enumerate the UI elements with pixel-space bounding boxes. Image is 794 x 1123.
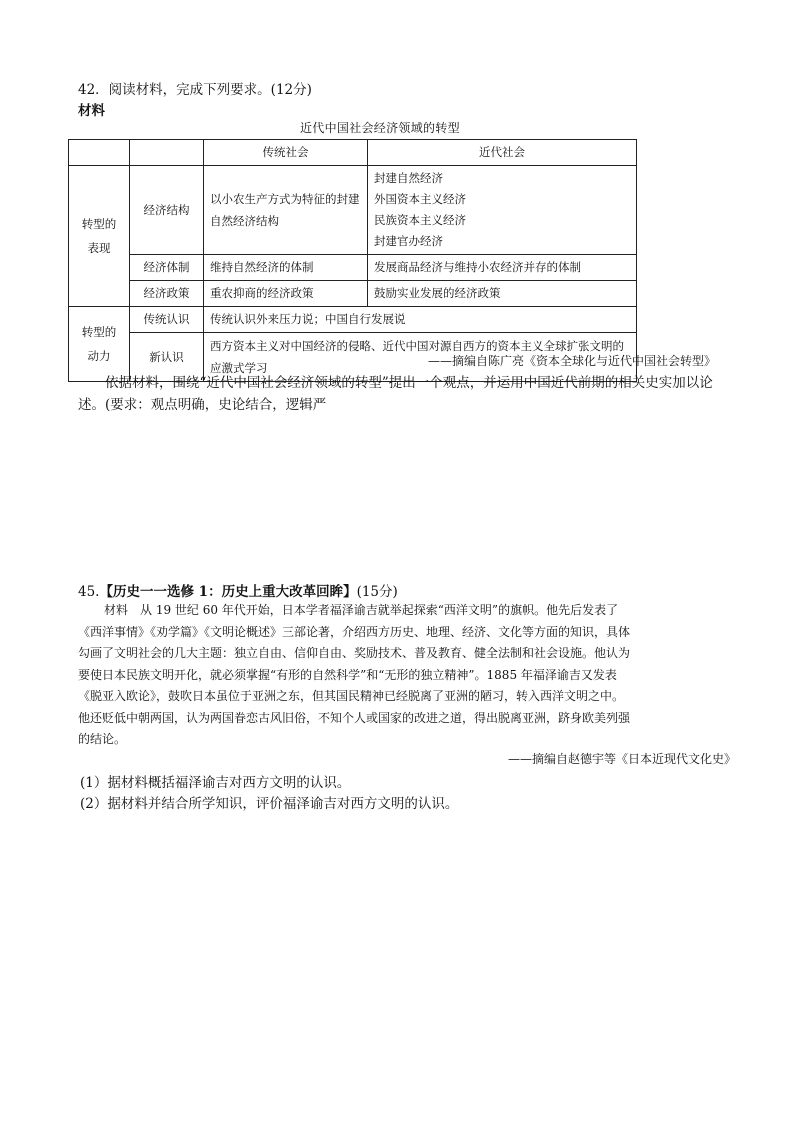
material-line: 《脱亚入欧论》，鼓吹日本虽位于亚洲之东，但其国民精神已经脱离了亚洲的陋习，转入西洋文明之中。 [78, 689, 625, 703]
cell-traditional: 重农抑商的经济政策 [204, 281, 368, 307]
transformation-table [68, 139, 637, 382]
list-item: 封建官办经济 [374, 234, 443, 248]
cell-modern: 鼓励实业发展的经济政策 [368, 281, 637, 307]
material-line: 的结论。 [78, 732, 127, 746]
table-row [69, 255, 637, 281]
material-line: 《西洋事情》《劝学篇》《文明论概述》三部论著，介绍西方历史、地理、经济、文化等方面的知识，具体 [78, 624, 631, 639]
table-row [69, 166, 637, 255]
q45-title [78, 580, 398, 600]
q45-score: (15分) [356, 584, 398, 600]
table-row [69, 307, 637, 333]
q45-number: 45. [78, 584, 100, 600]
row-label: 经济政策 [130, 281, 204, 307]
q45-subquestion-2: (2）据材料并结合所学知识，评价福泽谕吉对西方文明的认识。 [80, 796, 459, 812]
material-line: 要使日本民族文明开化，就必须掌握“有形的自然科学”和“无形的独立精神”。1885 年福泽谕吉又发表 [78, 667, 617, 682]
row-label: 传统认识 [130, 307, 204, 333]
q45-subquestion-1: (1）据材料概括福泽谕吉对西方文明的认识。 [80, 775, 351, 791]
row-label: 经济结构 [130, 166, 204, 255]
cell-traditional: 维持自然经济的体制 [204, 255, 368, 281]
cell-merged: 西方资本主义对中国经济的侵略、近代中国对源自西方的资本主义全球扩张文明的应激式学习 [204, 333, 637, 382]
list-item: 民族资本主义经济 [374, 213, 466, 227]
q45-source: ——摘编自赵德宇等《日本近现代文化史》 [507, 752, 736, 766]
group-manifestation: 转型的 表现 [69, 166, 130, 307]
q42-title: 42．阅读材料，完成下列要求。(12分) [78, 82, 312, 98]
q42-prompt: 依据材料，围绕“近代中国社会经济领域的转型”提出一个观点，并运用中国近代前期的相关史实加以论述。(要求：观点明确，史论结合，逻辑严 [78, 375, 713, 413]
table-title: 近代中国社会经济领域的转型 [300, 121, 460, 135]
material-line: 他还贬低中朝两国，认为两国眷恋古风旧俗，不知个人或国家的改进之道，得出脱离亚洲，跻身欧美列强 [78, 710, 631, 725]
material-line: 勾画了文明社会的几大主题：独立自由、信仰自由、奖励技术、普及教育、健全法制和社会设施。他认为 [78, 646, 631, 660]
q45-material [78, 600, 718, 751]
row-label: 经济体制 [130, 255, 204, 281]
cell-modern-list [368, 166, 637, 255]
table-header-row [69, 140, 637, 166]
q42-material-label: 材料 [78, 103, 105, 119]
list-item: 封建自然经济 [374, 171, 443, 185]
header-traditional: 传统社会 [204, 140, 368, 166]
q42-source: ——摘编自陈广亮《资本全球化与近代中国社会转型》 [427, 354, 716, 368]
cell-traditional: 以小农生产方式为特征的封建自然经济结构 [204, 166, 368, 255]
group-drivers: 转型的 动力 [69, 307, 130, 382]
cell-modern: 发展商品经济与维持小农经济并存的体制 [368, 255, 637, 281]
header-modern: 近代社会 [368, 140, 637, 166]
list-item: 外国资本主义经济 [374, 192, 466, 206]
cell-merged: 传统认识外来压力说；中国自行发展说 [204, 307, 637, 333]
table-row [69, 281, 637, 307]
q45-module: 【历史一一选修 1：历史上重大改革回眸】 [99, 584, 357, 600]
row-label: 新认识 [130, 333, 204, 382]
material-line: 材料 从 19 世纪 60 年代开始，日本学者福泽谕吉就举起探索“西洋文明”的旗帜。他先后发表了 [104, 603, 619, 617]
